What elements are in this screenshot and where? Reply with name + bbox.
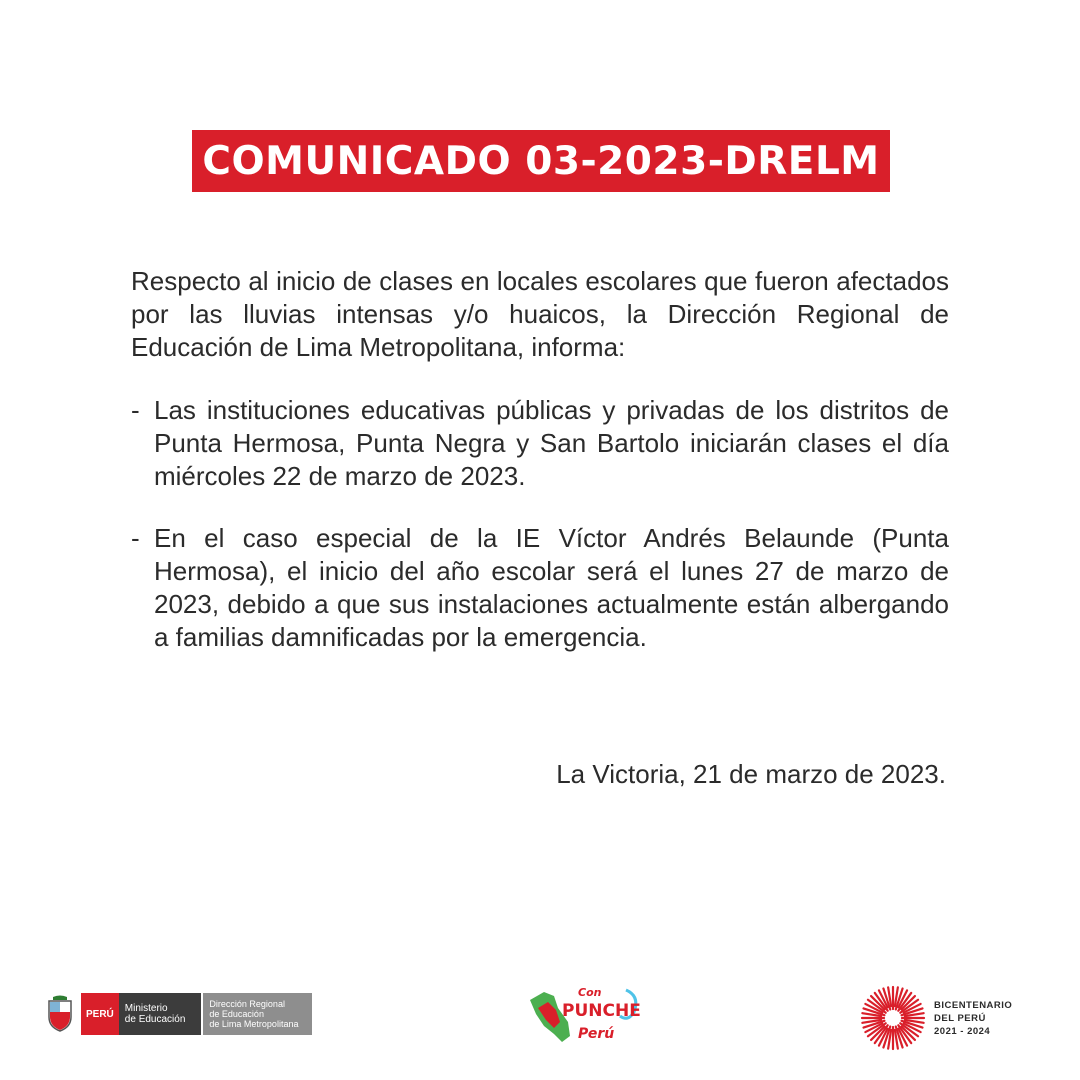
bicentenario-sunburst-icon	[858, 983, 928, 1053]
ministry-label: Ministerio de Educación	[119, 993, 204, 1035]
list-item	[131, 394, 949, 493]
peru-label: PERÚ	[81, 993, 119, 1035]
bullet-text: En el caso especial de la IE Víctor Andrés Belaunde (Punta Hermosa), el inicio del año escolar será el lunes 27 de marzo de 2023, debido a que sus instalaciones actualmente están albergando a familias damnificadas por la emergencia.	[154, 523, 949, 652]
list-item	[131, 522, 949, 654]
bullet-dash: -	[131, 395, 140, 425]
svg-text:PUNCHE: PUNCHE	[562, 1001, 641, 1021]
svg-text:Perú: Perú	[578, 1026, 615, 1042]
bicentenario-logo: BICENTENARIO DEL PERÚ 2021 - 2024	[858, 983, 1012, 1053]
intro-paragraph: Respecto al inicio de clases en locales escolares que fueron afectados por las lluvias intensas y/o huaicos, la Dirección Regional de Educación de Lima Metropolitana, informa:	[131, 266, 949, 362]
coat-of-arms-icon	[45, 995, 75, 1033]
bullet-text: Las instituciones educativas públicas y privadas de los distritos de Punta Hermosa, Punta Negra y San Bartolo iniciarán clases el día miércoles 22 de marzo de 2023.	[154, 395, 949, 491]
dre-label: Dirección Regional de Educación de Lima Metropolitana	[203, 993, 312, 1035]
title-banner	[192, 130, 890, 192]
signoff-date: La Victoria, 21 de marzo de 2023.	[556, 759, 946, 789]
page-title: COMUNICADO 03-2023-DRELM	[202, 138, 880, 184]
minedu-logo	[45, 993, 312, 1035]
svg-text:Con: Con	[578, 986, 602, 999]
bullet-dash: -	[131, 523, 140, 553]
con-punche-peru-logo	[524, 978, 644, 1053]
